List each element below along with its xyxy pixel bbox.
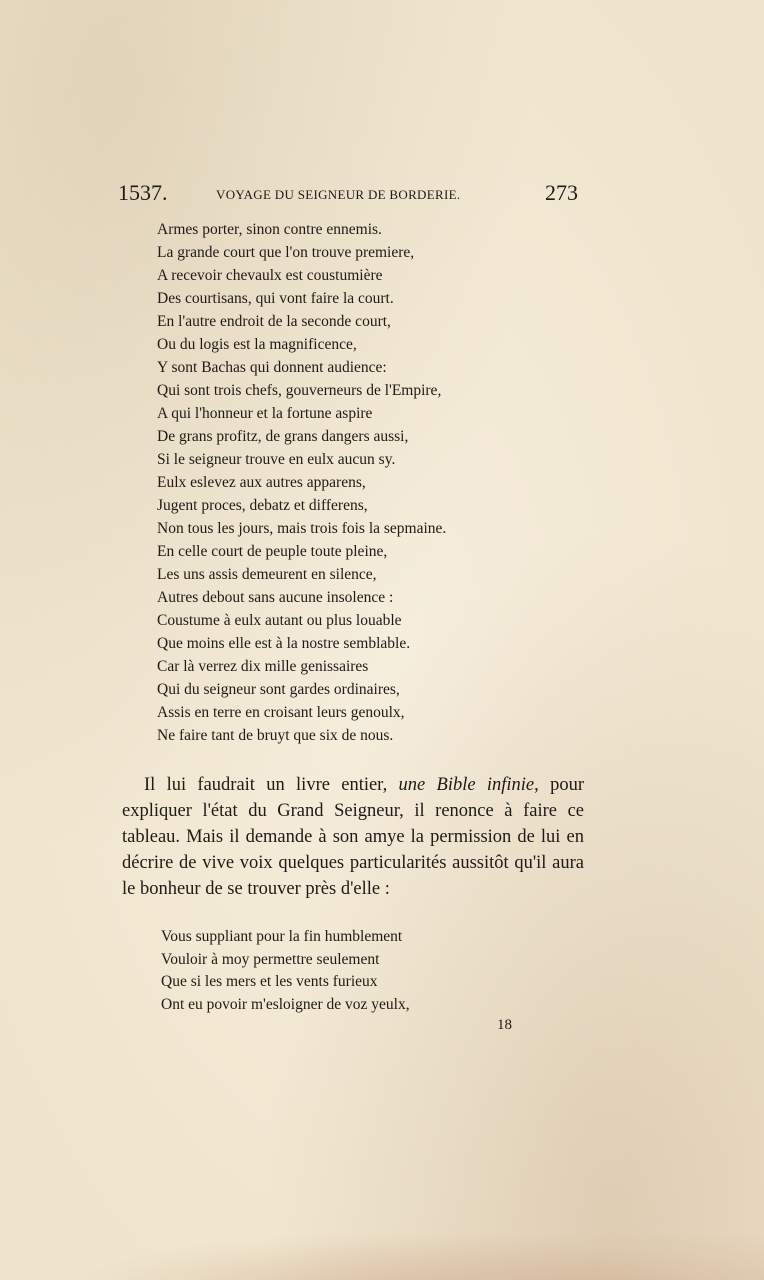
verse-line: En celle court de peuple toute pleine, (157, 543, 388, 560)
verse-line: Autres debout sans aucune insolence : (157, 589, 394, 606)
verse-line: Non tous les jours, mais trois fois la sepmaine. (157, 520, 447, 537)
verse-line: A qui l'honneur et la fortune aspire (157, 405, 373, 422)
verse-line: A recevoir chevaulx est coustumière (157, 267, 383, 284)
verse-line: Jugent proces, debatz et differens, (157, 497, 368, 514)
running-header (118, 180, 578, 210)
verse-line: Vouloir à moy permettre seulement (161, 950, 380, 968)
verse-line: Qui du seigneur sont gardes ordinaires, (157, 681, 400, 698)
verse-line: Y sont Bachas qui donnent audience: (157, 359, 387, 376)
verse-line: Si le seigneur trouve en eulx aucun sy. (157, 451, 396, 468)
verse-line: Eulx eslevez aux autres apparens, (157, 474, 366, 491)
verse-block-2 (161, 926, 521, 1016)
verse-line: Car là verrez dix mille genissaires (157, 658, 369, 675)
verse-line: En l'autre endroit de la seconde court, (157, 313, 391, 330)
verse-line: Vous suppliant pour la fin humblement (161, 928, 403, 945)
verse-line: Ont eu povoir m'esloigner de voz yeulx, (161, 995, 410, 1013)
italic-phrase: une Bible infinie (398, 775, 535, 795)
paragraph-text-rest: , pour expliquer l'état du Grand Seigneur, il renonce à faire ce tableau. Mais il demande à son amye la permission de lui en décrire de vive voix quelques particularités aussitôt qu'il aura le bonheur de se trouver près d'elle : (122, 775, 584, 899)
verse-block-1 (157, 218, 537, 747)
verse-line: Coustume à eulx autant ou plus louable (157, 612, 402, 629)
verse-line: Que si les mers et les vents furieux (161, 973, 378, 990)
verse-line: Assis en terre en croisant leurs genoulx, (157, 704, 405, 721)
signature-mark: 18 (497, 1017, 512, 1033)
page-number: 273 (545, 180, 578, 205)
verse-line: Ne faire tant de bruyt que six de nous. (157, 727, 394, 744)
paper-stains (0, 1220, 764, 1280)
verse-line: Des courtisans, qui vont faire la court. (157, 290, 394, 307)
verse-line: Armes porter, sinon contre ennemis. (157, 221, 382, 238)
verse-line: De grans profitz, de grans dangers aussi, (157, 428, 409, 445)
verse-line: Qui sont trois chefs, gouverneurs de l'Empire, (157, 382, 442, 399)
verse-line: Ou du logis est la magnificence, (157, 336, 357, 353)
paragraph-text-start: Il lui faudrait un livre entier, (144, 775, 399, 795)
verse-line: Les uns assis demeurent en silence, (157, 566, 377, 583)
verse-line: Que moins elle est à la nostre semblable. (157, 635, 411, 652)
verse-line: La grande court que l'on trouve premiere, (157, 244, 415, 261)
prose-paragraph (122, 772, 584, 902)
paragraph-text (122, 772, 584, 902)
header-year: 1537. (118, 180, 168, 205)
header-title: VOYAGE DU SEIGNEUR DE BORDERIE. (216, 187, 461, 202)
